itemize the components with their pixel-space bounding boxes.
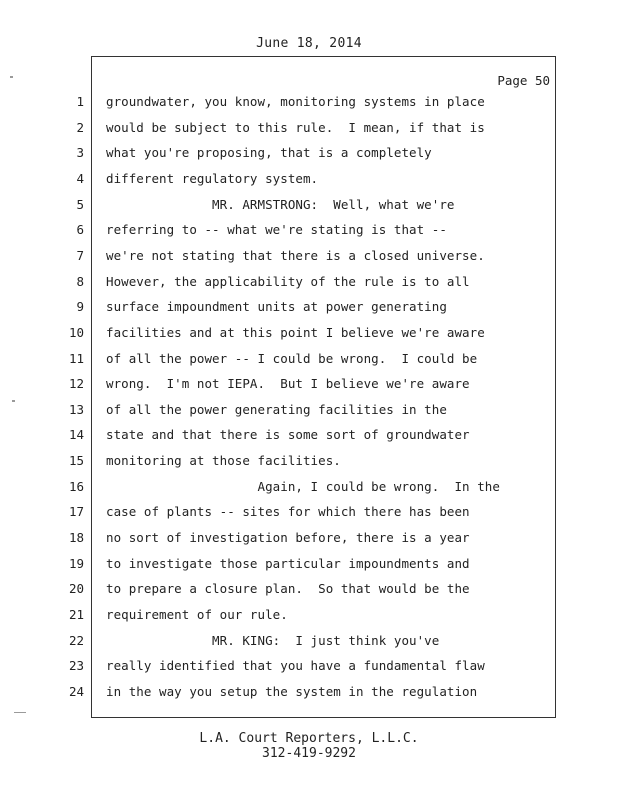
line-text: Again, I could be wrong. In the	[106, 478, 500, 494]
line-number: 17	[68, 504, 84, 520]
line-text: case of plants -- sites for which there has been	[106, 504, 470, 520]
line-number: 12	[68, 376, 84, 392]
transcript-line	[0, 171, 618, 195]
line-number: 24	[68, 683, 84, 699]
transcript-line	[0, 504, 618, 528]
line-text: in the way you setup the system in the regulation	[106, 683, 478, 699]
line-text: what you're proposing, that is a completely	[106, 145, 432, 161]
line-number: 23	[68, 658, 84, 674]
line-text: facilities and at this point I believe we're aware	[106, 324, 485, 340]
line-number: 4	[76, 170, 84, 186]
transcript-line	[0, 530, 618, 554]
line-text: surface impoundment units at power generating	[106, 299, 447, 315]
line-number: 1	[76, 94, 84, 109]
line-number: 6	[76, 222, 84, 238]
line-text: to prepare a closure plan. So that would be the	[106, 581, 470, 597]
line-number: 16	[68, 478, 84, 494]
court-reporter-phone: 312-419-9292	[262, 746, 356, 761]
line-number: 14	[68, 427, 84, 443]
line-number: 2	[76, 119, 84, 135]
transcript-line	[0, 145, 618, 169]
line-text: referring to -- what we're stating is that --	[106, 222, 447, 238]
line-text: monitoring at those facilities.	[106, 453, 341, 469]
line-number: 22	[68, 632, 84, 648]
transcript-line	[0, 556, 618, 580]
line-number: 19	[68, 555, 84, 571]
line-text: MR. KING: I just think you've	[106, 632, 440, 648]
transcript-line	[0, 325, 618, 349]
line-text: we're not stating that there is a closed universe.	[106, 247, 485, 263]
transcript-line	[0, 120, 618, 144]
transcript-line	[0, 197, 618, 221]
transcript-line	[0, 299, 618, 323]
transcript-line	[0, 479, 618, 503]
scan-mark	[12, 400, 15, 402]
transcript-line	[0, 607, 618, 631]
line-text: no sort of investigation before, there is a year	[106, 530, 470, 546]
line-number: 21	[68, 607, 84, 622]
line-number: 7	[76, 247, 84, 263]
line-text: groundwater, you know, monitoring systems in place	[106, 94, 485, 109]
transcript-line	[0, 222, 618, 246]
line-text: state and that there is some sort of groundwater	[106, 427, 470, 443]
transcript-line	[0, 248, 618, 272]
line-number: 18	[68, 530, 84, 546]
line-number: 20	[68, 581, 84, 597]
line-text: of all the power -- I could be wrong. I could be	[106, 350, 478, 366]
transcript-line	[0, 633, 618, 657]
transcript-line	[0, 402, 618, 426]
line-text: MR. ARMSTRONG: Well, what we're	[106, 196, 455, 212]
line-text: to investigate those particular impoundments and	[106, 555, 470, 571]
transcript-line	[0, 684, 618, 708]
line-number: 13	[68, 401, 84, 417]
page-number: Page 50	[497, 73, 550, 88]
line-number: 15	[68, 453, 84, 469]
line-number: 5	[76, 196, 84, 212]
page-date: June 18, 2014	[256, 36, 362, 51]
transcript-line	[0, 658, 618, 682]
transcript-line	[0, 274, 618, 298]
line-text: However, the applicability of the rule is to all	[106, 273, 470, 289]
line-number: 11	[68, 350, 84, 366]
line-text: of all the power generating facilities in the	[106, 401, 447, 417]
line-text: different regulatory system.	[106, 170, 319, 186]
transcript-line	[0, 453, 618, 477]
transcript-line	[0, 581, 618, 605]
transcript-line	[0, 427, 618, 451]
line-text: would be subject to this rule. I mean, if that is	[106, 119, 485, 135]
line-number: 8	[76, 273, 84, 289]
scan-mark	[10, 76, 13, 78]
line-number: 3	[76, 145, 84, 161]
transcript-line	[0, 376, 618, 400]
transcript-line	[0, 351, 618, 375]
line-text: wrong. I'm not IEPA. But I believe we're aware	[106, 376, 470, 392]
transcript-line	[0, 94, 618, 118]
court-reporter-name: L.A. Court Reporters, L.L.C.	[199, 731, 419, 746]
scan-mark	[14, 712, 26, 713]
line-text: really identified that you have a fundamental flaw	[106, 658, 485, 674]
line-number: 10	[68, 324, 84, 340]
line-number: 9	[76, 299, 84, 315]
line-text: requirement of our rule.	[106, 607, 288, 622]
